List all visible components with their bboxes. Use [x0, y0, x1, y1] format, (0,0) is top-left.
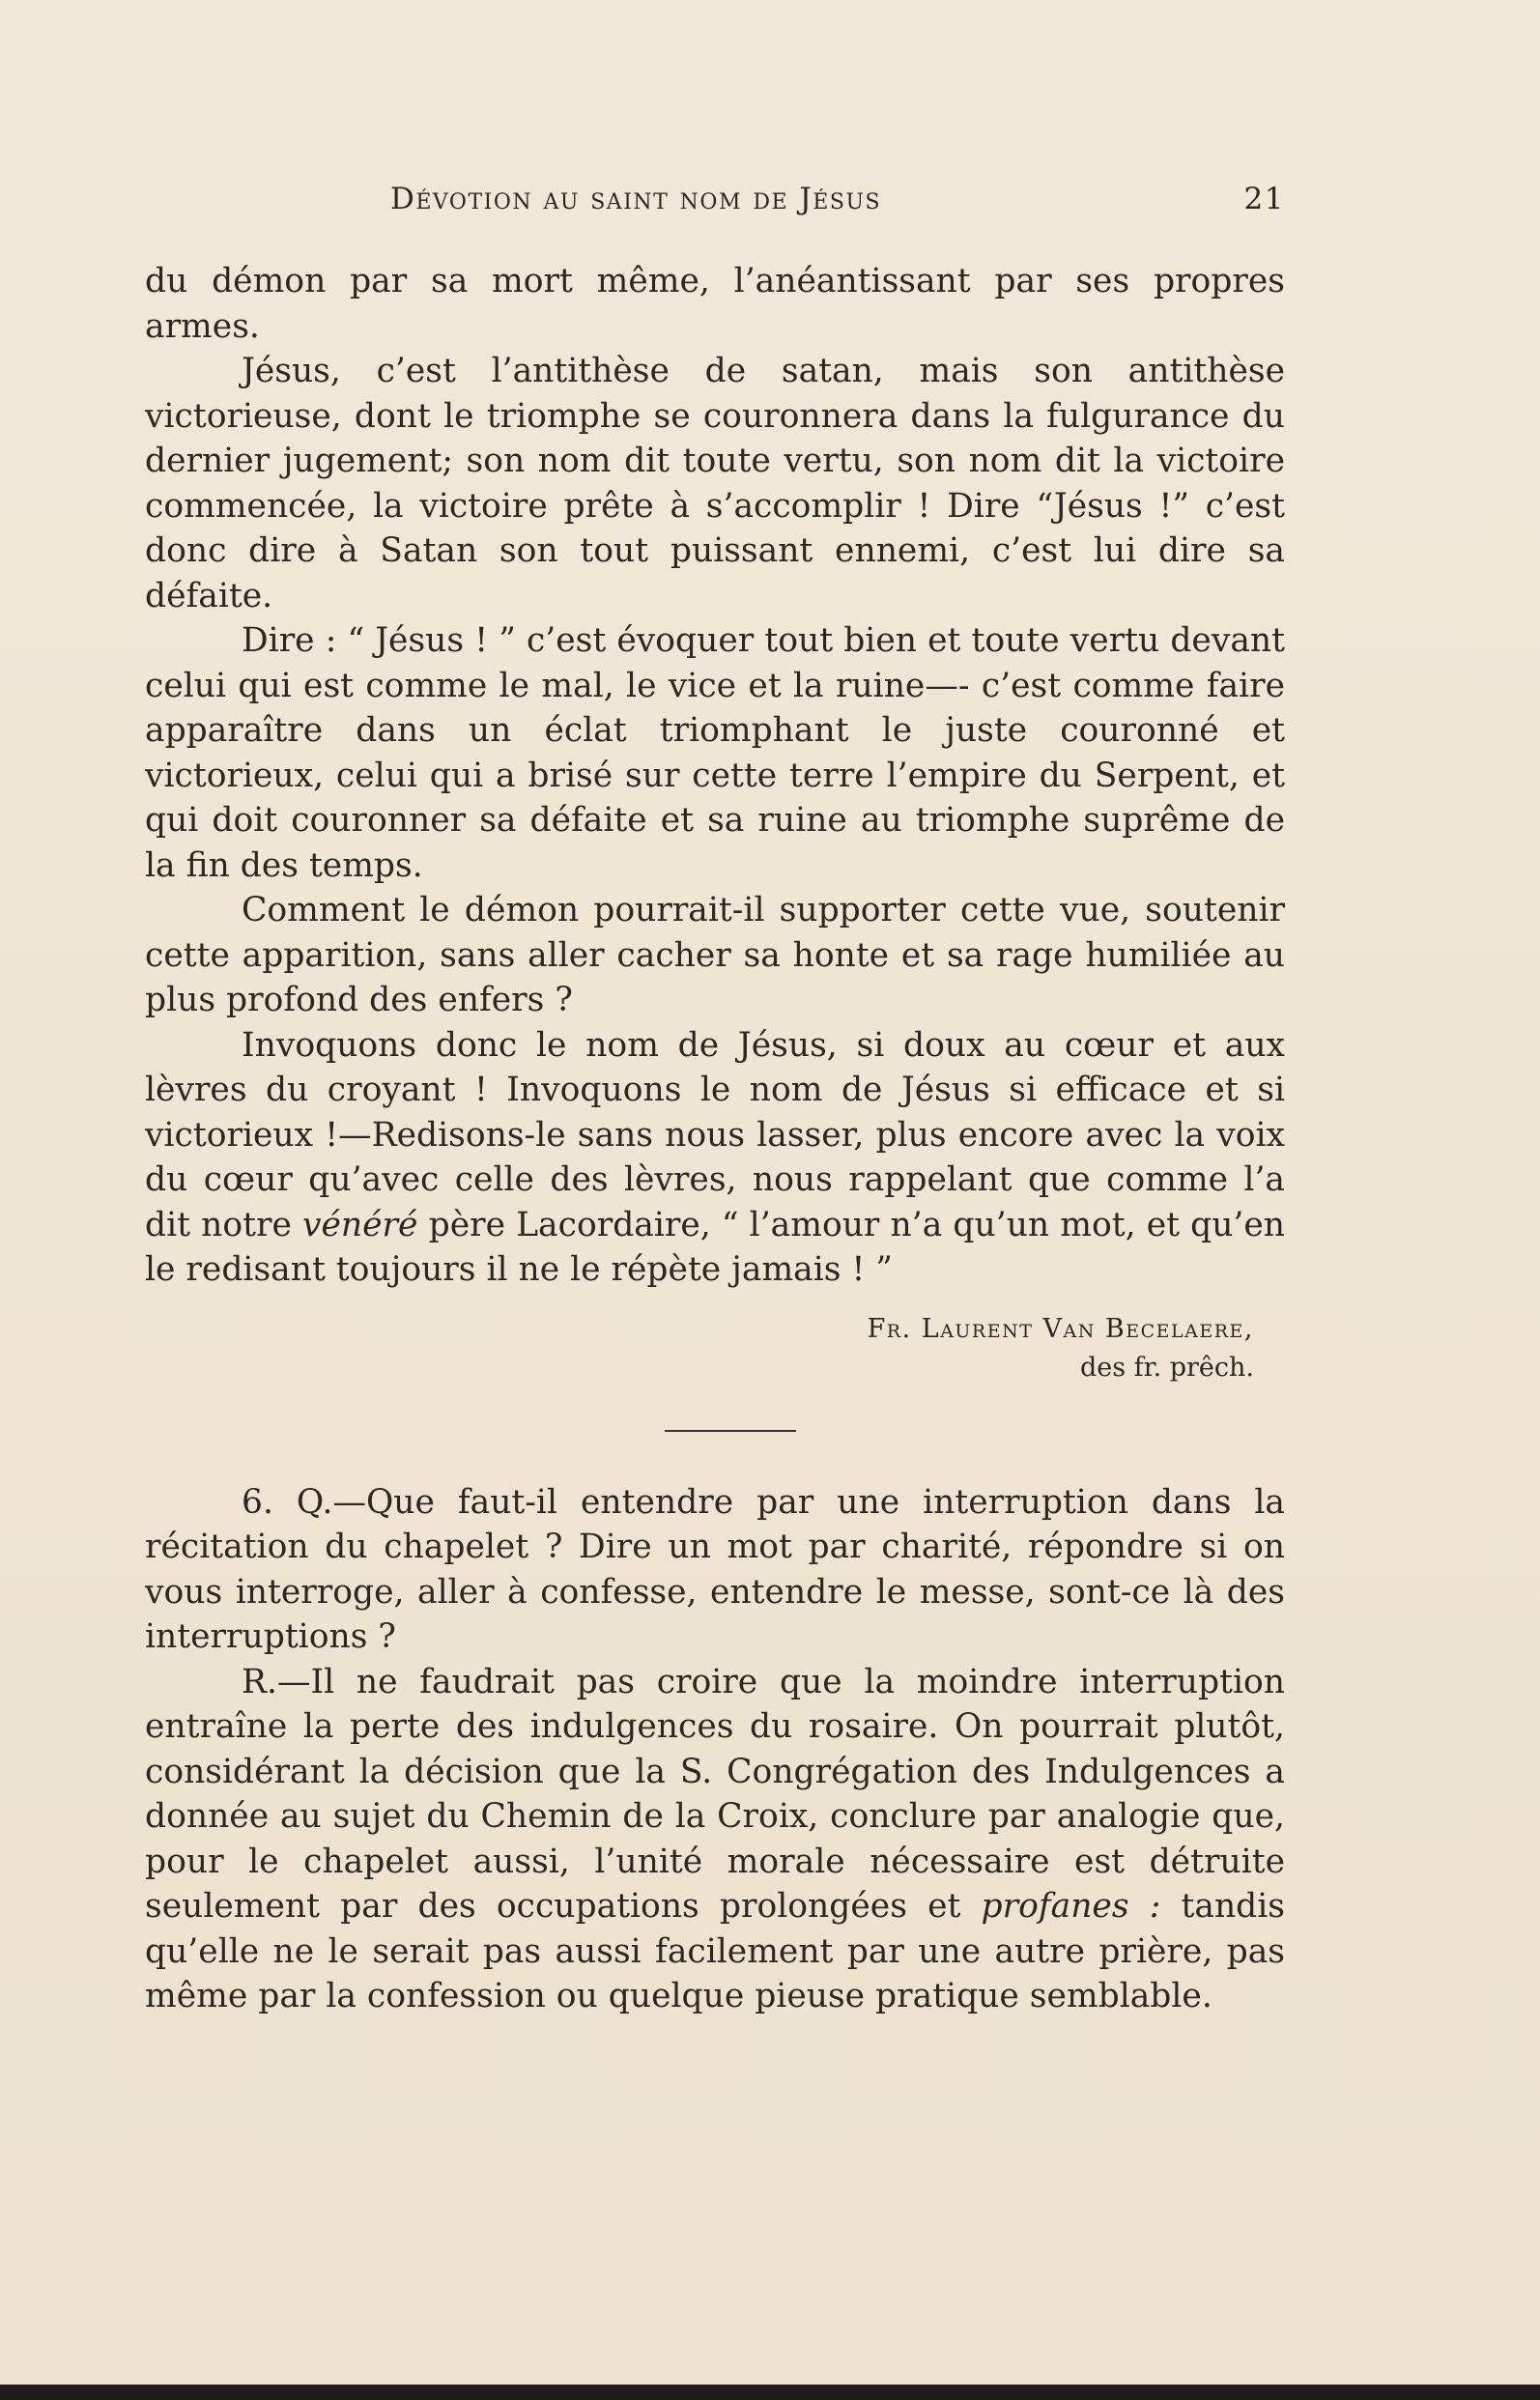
answer-text-a: R.—Il ne faudrait pas croire que la moindre interruption entraîne la perte des indulgences du rosaire. On pourrait plutôt, considérant la décision que la S. Congrégation des Indulgences a donnée au sujet du Chemin de la Croix, conclure par analogie que, pour le chapelet aussi, l’unité morale nécessaire est détruite seulement par des occupations prolongées et: [145, 1662, 1285, 1926]
page-number: 21: [1243, 182, 1285, 216]
running-title: Dévotion au saint nom de Jésus: [390, 182, 882, 216]
signature-name: Fr. Laurent Van Becelaere,: [867, 1313, 1254, 1344]
paragraph-5: [145, 1023, 1285, 1293]
signature: [145, 1310, 1285, 1387]
signature-title: des fr. prêch.: [1079, 1352, 1254, 1383]
emphasis-profanes: profanes :: [981, 1887, 1161, 1926]
paragraph-4: Comment le démon pourrait-il supporter cette vue, soutenir cette apparition, sans aller cacher sa honte et sa rage humiliée au plus profond des enfers ?: [145, 891, 1285, 1019]
paragraph-2: Jésus, c’est l’antithèse de satan, mais son antithèse victorieuse, dont le triomphe se couronnera dans la fulgurance du dernier jugement; son nom dit toute vertu, son nom dit la victoire commencée, la victoire prête à s’accomplir ! Dire “Jésus !” c’est donc dire à Satan son tout puissant ennemi, c’est lui dire sa défaite.: [145, 352, 1285, 615]
scan-edge-bar: [0, 2385, 1540, 2400]
section-separator: [665, 1430, 796, 1432]
paragraph-5-text-a: Invoquons donc le nom de Jésus, si doux au cœur et aux lèvres du croyant ! Invoquons le nom de Jésus si efficace et si victorieux !—Redisons-le sans nous lasser, plus encore avec la voix du cœur qu’avec celle des lèvres, nous rappelant que comme l’a dit notre: [145, 1025, 1285, 1244]
question-paragraph: 6. Q.—Que faut-il entendre par une interruption dans la récitation du chapelet ? Dire un mot par charité, répondre si on vous interroge, aller à confesse, entendre le messe, sont-ce là des interruptions ?: [145, 1482, 1285, 1656]
emphasis-venere: vénéré: [302, 1205, 418, 1244]
answer-text-b: tandis qu’elle ne le serait pas aussi facilement par une autre prière, pas même par la confession ou quelque pieuse pratique semblable.: [145, 1887, 1286, 2015]
answer-paragraph: [145, 1660, 1285, 2019]
paragraph-3: Dire : “ Jésus ! ” c’est évoquer tout bien et toute vertu devant celui qui est comme le mal, le vice et la ruine—- c’est comme faire apparaître dans un éclat triomphant le juste couronné et victorieux, celui qui a brisé sur cette terre l’empire du Serpent, et qui doit couronner sa défaite et sa ruine au triomphe suprême de la fin des temps.: [145, 621, 1285, 885]
paragraph-1: du démon par sa mort même, l’anéantissant par ses propres armes.: [145, 262, 1285, 346]
paragraph-5-text-b: père Lacordaire, “ l’amour n’a qu’un mot, et qu’en le redisant toujours il ne le répète jamais ! ”: [145, 1205, 1286, 1289]
running-head: [390, 182, 1285, 220]
text-block: [145, 259, 1285, 2019]
